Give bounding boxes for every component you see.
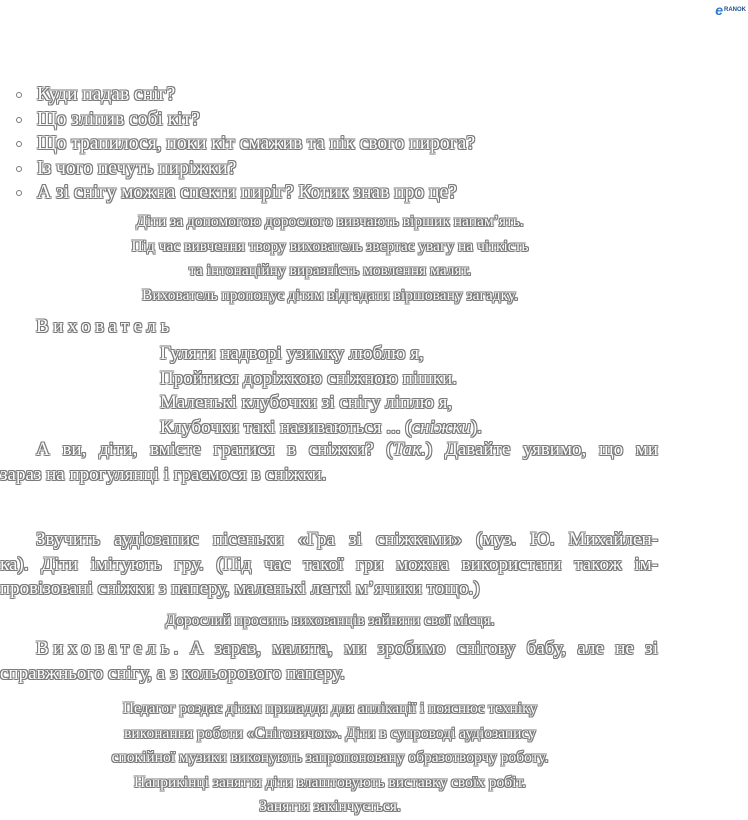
list-item bbox=[14, 181, 475, 206]
list-item bbox=[14, 83, 475, 108]
bullet-icon bbox=[16, 92, 22, 98]
poem-line: Гуляти надворі узимку люблю я, bbox=[160, 343, 424, 364]
ranok-logo bbox=[715, 2, 746, 18]
bullet-icon bbox=[16, 117, 22, 123]
teaching-note-3 bbox=[0, 697, 660, 820]
text-run: . А зараз, малята, ми зробимо снігову бабу, але не зі bbox=[173, 638, 658, 659]
list-item bbox=[14, 108, 475, 133]
speaker-label: Вихователь bbox=[36, 638, 174, 659]
poem-line: Пройтися доріжкою сніжною пішки. bbox=[160, 367, 457, 389]
ranok-logo-mark: е bbox=[715, 2, 723, 18]
question-text: Що трапилося, поки кіт смажив та пік свого пирога? bbox=[37, 133, 475, 154]
paragraph-line bbox=[0, 438, 658, 463]
paragraph-line: Звучить аудіозапис пісеньки «Гра зі сніжками» (муз. Ю. Михайлен- bbox=[36, 529, 658, 550]
question-text: Що зліпив собі кіт? bbox=[37, 108, 200, 130]
bullet-icon bbox=[16, 166, 22, 172]
bullet-icon bbox=[16, 141, 22, 147]
riddle-answer: сніжки bbox=[411, 416, 471, 438]
note-line: Наприкінці заняття діти влаштовують виставку своїх робіт. bbox=[134, 773, 526, 791]
italic-answer: Так. bbox=[392, 439, 426, 460]
note-line: Педагог роздає дітям приладдя для аплікації і пояснює техніку bbox=[122, 700, 538, 717]
paragraph-line: провізовані сніжки з паперу, маленькі легкі м’ячики тощо.) bbox=[0, 578, 480, 599]
note-line: Діти за допомогою дорослого вивчають віршик напам’ять. bbox=[136, 213, 524, 230]
text-run: ) Давайте уявимо, що ми bbox=[425, 439, 659, 460]
teaching-note-1 bbox=[0, 210, 660, 308]
questions-list bbox=[14, 83, 475, 206]
teaching-note-2 bbox=[0, 609, 660, 634]
list-item bbox=[14, 132, 475, 157]
riddle-poem bbox=[160, 342, 482, 440]
paragraph-snowballs bbox=[0, 438, 658, 487]
ranok-logo-text: RANOK bbox=[724, 7, 746, 13]
poem-line-text: Клубочки такі називаються ... ( bbox=[160, 416, 412, 438]
poem-line-close: ). bbox=[470, 416, 482, 438]
note-line: Заняття закінчується. bbox=[259, 798, 401, 815]
paragraph-snowman bbox=[0, 637, 658, 686]
paragraph-line: зараз на прогулянці і граємося в сніжки. bbox=[0, 463, 327, 485]
paragraph-line: справжнього снігу, а з кольорового паперу. bbox=[0, 662, 345, 684]
note-line: спокійної музики виконують запропоновану образотворчу роботу. bbox=[111, 749, 549, 766]
note-line: Вихователь пропонує дітям відгадати віршовану загадку. bbox=[142, 286, 518, 304]
bullet-icon bbox=[16, 190, 22, 196]
paragraph-line bbox=[0, 637, 658, 662]
question-text: А зі снігу можна спекти пиріг? Котик знав про це? bbox=[37, 182, 457, 203]
list-item bbox=[14, 157, 475, 182]
paragraph-audio bbox=[0, 528, 658, 602]
poem-line bbox=[160, 416, 482, 441]
poem-line: Маленькі клубочки зі снігу ліплю я, bbox=[160, 392, 453, 413]
text-run: А ви, діти, вмієте гратися в сніжки? ( bbox=[36, 439, 393, 460]
speaker-label: Вихователь bbox=[36, 316, 174, 337]
note-line: та інтонаційну виразність мовлення малят. bbox=[188, 262, 472, 279]
note-line: виконання роботи «Сніговичок». Діти в супроводі аудіозапису bbox=[124, 724, 536, 742]
note-line: Дорослий просить вихованців зайняти свої місця. bbox=[165, 612, 495, 629]
note-line: Під час вивчення твору вихователь звертає увагу на чіткість bbox=[131, 237, 529, 255]
question-text: Куди падав сніг? bbox=[37, 84, 176, 105]
paragraph-line: ка). Діти імітують гру. (Під час такої гри можна використати також ім- bbox=[0, 553, 658, 575]
question-text: Із чого печуть пиріжки? bbox=[37, 157, 237, 179]
